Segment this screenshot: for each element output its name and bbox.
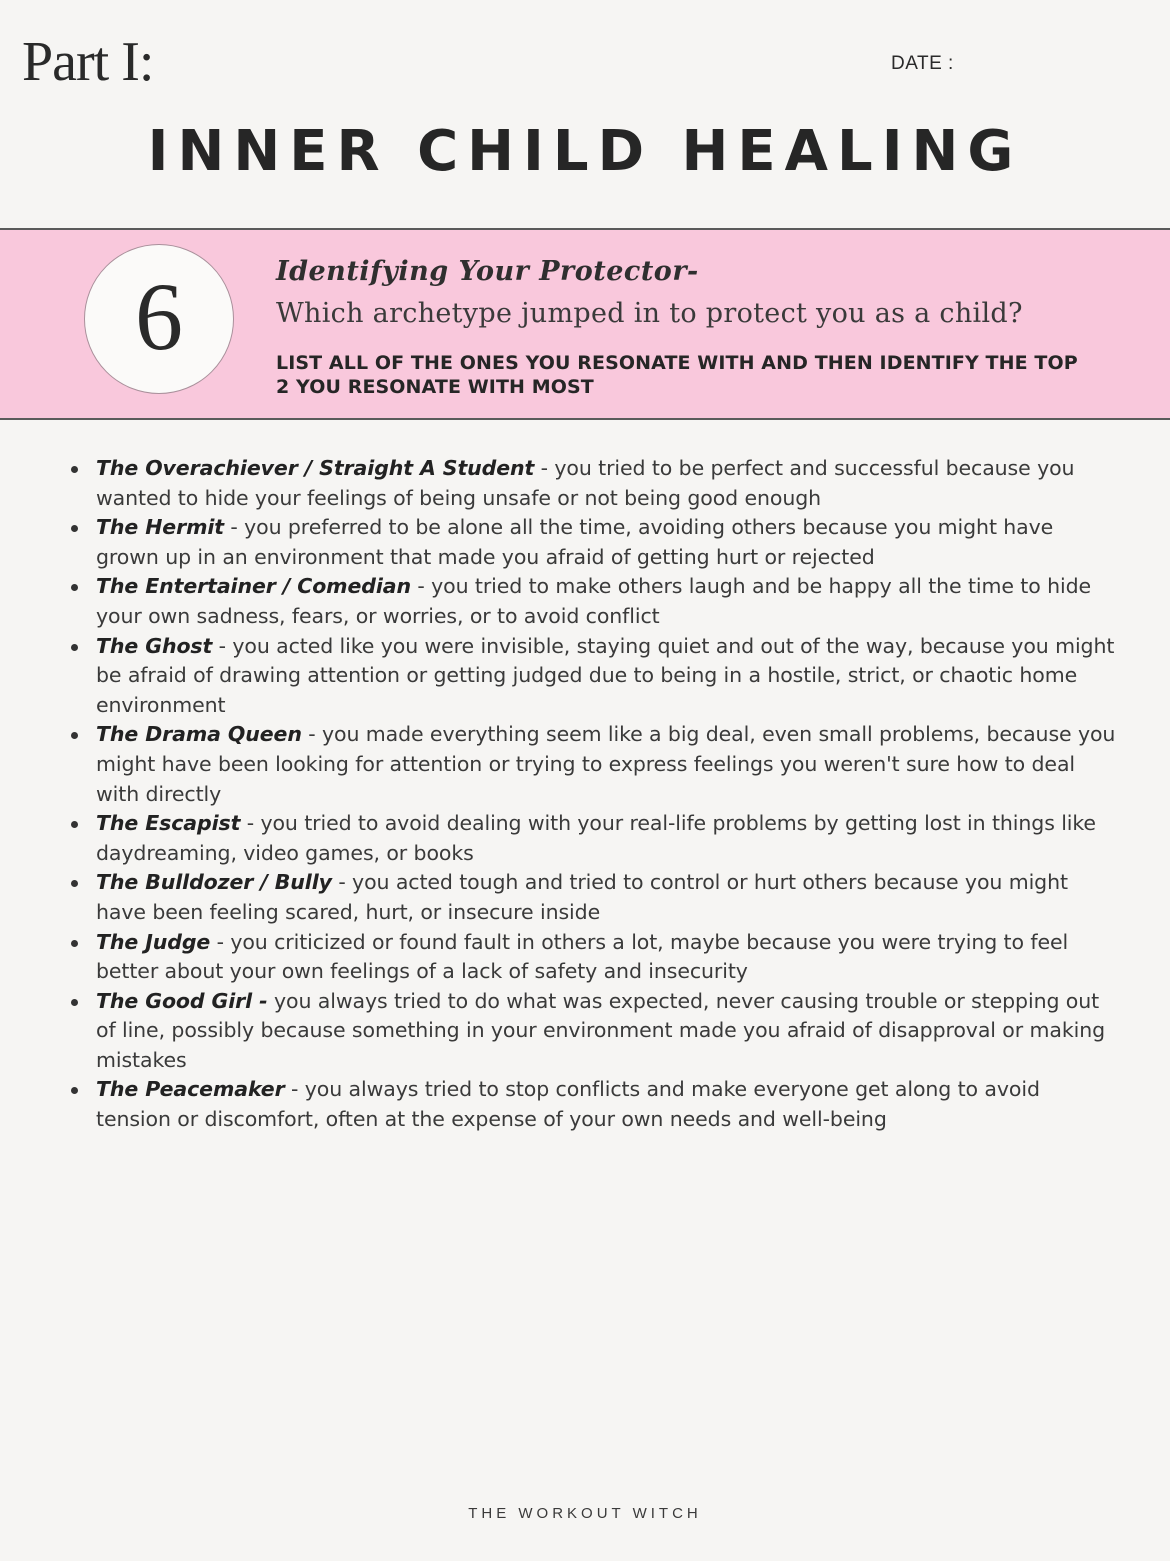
date-label: DATE : bbox=[891, 53, 954, 74]
archetype-name: The Overachiever / Straight A Student bbox=[96, 456, 535, 480]
archetype-name: The Peacemaker bbox=[96, 1077, 285, 1102]
list-item bbox=[96, 572, 1116, 631]
list-item bbox=[96, 720, 1116, 809]
archetype-description: - you acted like you were invisible, staying quiet and out of the way, because you might be afraid of drawing attention or getting judged due to being in a hostile, strict, or chaotic home environment bbox=[96, 633, 1115, 717]
archetype-description: - you made everything seem like a big deal, even small problems, because you might have been looking for attention or trying to express feelings you weren't sure how to deal with directly bbox=[96, 722, 1116, 806]
section-question: Which archetype jumped in to protect you as a child? bbox=[276, 298, 1023, 329]
archetype-name: The Drama Queen bbox=[96, 722, 302, 747]
archetype-name: The Ghost bbox=[96, 633, 213, 658]
archetype-description: - you tried to be perfect and successful because you wanted to hide your feelings of being unsafe or not being good enough bbox=[96, 456, 1075, 510]
archetype-description: - you tried to make others laugh and be happy all the time to hide your own sadness, fears, or worries, or to avoid conflict bbox=[96, 574, 1092, 628]
archetype-name: The Bulldozer / Bully bbox=[96, 870, 332, 895]
section-instruction: LIST ALL OF THE ONES YOU RESONATE WITH AND THEN IDENTIFY THE TOP 2 YOU RESONATE WITH MOST bbox=[276, 352, 1078, 398]
archetype-name: The Escapist bbox=[96, 811, 241, 836]
page-title: INNER CHILD HEALING bbox=[147, 119, 1023, 184]
list-item bbox=[96, 513, 1116, 572]
archetype-list bbox=[96, 454, 1116, 1135]
list-item bbox=[96, 454, 1116, 513]
section-banner bbox=[0, 228, 1170, 420]
list-item bbox=[96, 809, 1116, 868]
list-item bbox=[96, 928, 1116, 987]
footer-brand: THE WORKOUT WITCH bbox=[468, 1505, 702, 1522]
archetype-name: The Good Girl - bbox=[96, 988, 268, 1013]
list-item bbox=[96, 632, 1116, 721]
archetype-description: - you acted tough and tried to control or hurt others because you might have been feeling scared, hurt, or insecure inside bbox=[96, 870, 1068, 924]
section-heading: Identifying Your Protector- bbox=[276, 256, 699, 287]
step-number: 6 bbox=[135, 263, 183, 370]
archetype-name: The Hermit bbox=[96, 515, 224, 540]
list-item bbox=[96, 987, 1116, 1076]
archetype-description: - you tried to avoid dealing with your real-life problems by getting lost in things like daydreaming, video games, or books bbox=[96, 811, 1096, 865]
part-label: Part I: bbox=[22, 31, 154, 93]
list-item bbox=[96, 868, 1116, 927]
archetype-name: The Judge bbox=[96, 929, 211, 954]
list-item bbox=[96, 1075, 1116, 1134]
archetype-description: - you preferred to be alone all the time, avoiding others because you might have grown up in an environment that made you afraid of getting hurt or rejected bbox=[96, 515, 1054, 569]
archetype-description: - you always tried to stop conflicts and make everyone get along to avoid tension or discomfort, often at the expense of your own needs and well-being bbox=[96, 1077, 1040, 1132]
step-number-badge bbox=[84, 244, 234, 394]
archetype-description: you always tried to do what was expected, never causing trouble or stepping out of line, possibly because something in your environment made you afraid of disapproval or making mistakes bbox=[96, 988, 1105, 1072]
archetype-description: - you criticized or found fault in others a lot, maybe because you were trying to feel better about your own feelings of a lack of safety and insecurity bbox=[96, 929, 1069, 984]
archetype-name: The Entertainer / Comedian bbox=[96, 574, 411, 599]
